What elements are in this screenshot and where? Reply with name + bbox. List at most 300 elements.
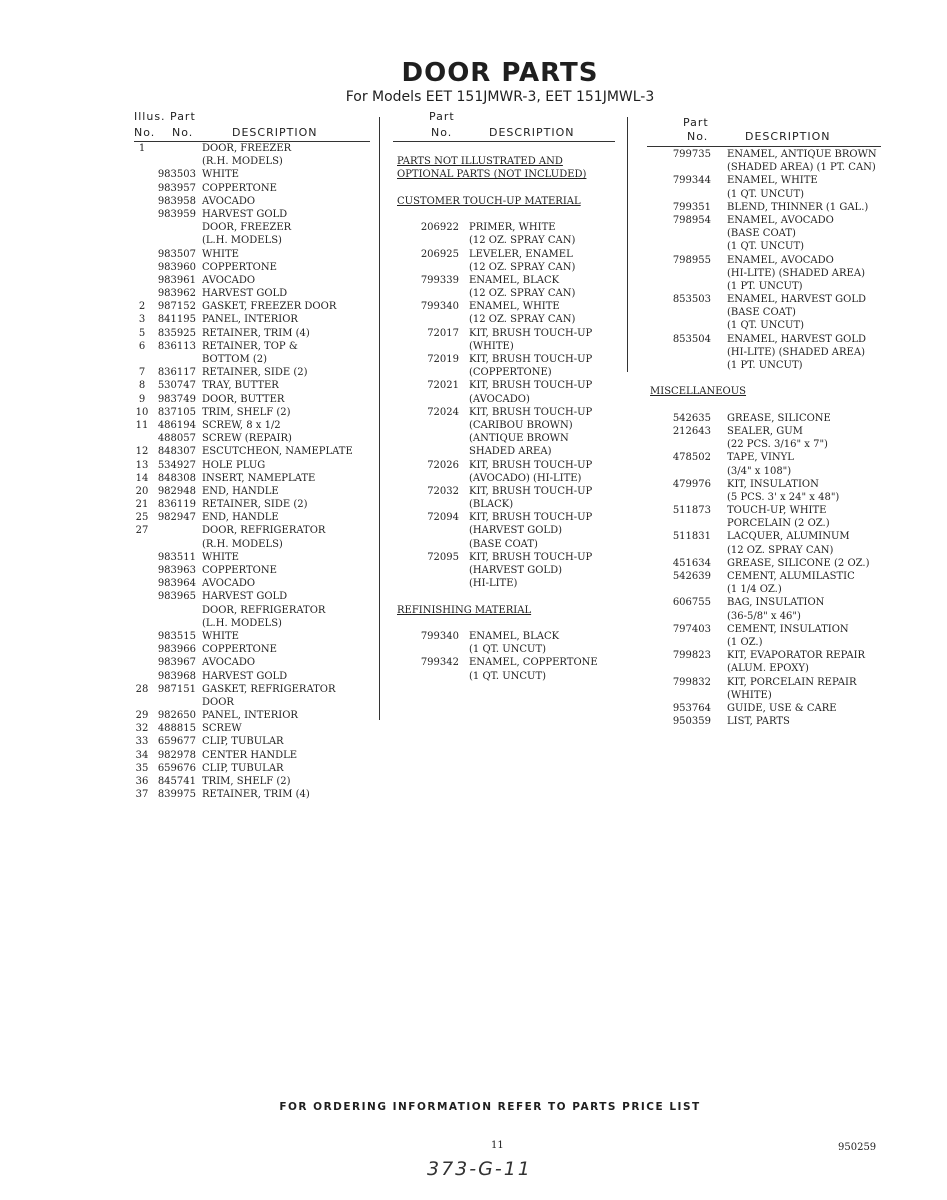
parts-row	[134, 182, 374, 195]
part-number: 542639	[672, 571, 711, 582]
parts-row	[134, 287, 374, 300]
part-number: 511873	[672, 505, 711, 517]
parts-row	[134, 432, 374, 445]
illus-number: 8	[138, 380, 146, 392]
part-description: CEMENT, ALUMILASTIC	[727, 571, 855, 582]
parts-row	[134, 353, 374, 366]
parts-row	[393, 195, 618, 208]
parts-row	[647, 385, 883, 398]
part-description: ENAMEL, ANTIQUE BROWN	[727, 149, 877, 160]
illus-number: 5	[138, 327, 146, 339]
part-description: (COPPERTONE)	[469, 367, 552, 379]
part-number: 836113	[157, 340, 196, 352]
part-number: 987152	[157, 301, 196, 313]
illus-number: 36	[135, 776, 149, 787]
part-description: END, HANDLE	[202, 512, 279, 524]
part-number: 848308	[157, 472, 196, 484]
parts-row	[647, 399, 883, 412]
part-number: 799344	[672, 175, 711, 187]
parts-row	[647, 254, 883, 267]
parts-row	[134, 683, 374, 696]
parts-row	[134, 670, 374, 683]
part-description: (1 1/4 OZ.)	[727, 584, 782, 596]
ordering-note: FOR ORDERING INFORMATION REFER TO PARTS PRICE LIST	[279, 1101, 701, 1113]
parts-row	[134, 788, 374, 801]
parts-row	[647, 491, 883, 504]
part-description: AVOCADO	[202, 657, 256, 669]
part-description: RETAINER, TOP &	[202, 340, 298, 352]
part-number: 72019	[427, 354, 459, 365]
part-number: 488057	[157, 433, 196, 445]
part-no-label: No.	[172, 126, 194, 139]
part-description: (36-5/8" x 46")	[727, 610, 801, 622]
parts-row	[393, 511, 618, 524]
illus-number: 37	[135, 789, 149, 801]
parts-row	[647, 293, 883, 306]
part-description: SCREW (REPAIR)	[202, 433, 292, 445]
part-number: 479976	[672, 478, 711, 490]
part-description: DOOR	[202, 696, 234, 708]
illus-number: 9	[138, 393, 146, 405]
parts-row	[134, 155, 374, 168]
part-number: 839975	[157, 789, 196, 801]
part-description: (CARIBOU BROWN)	[469, 419, 573, 431]
part-number: 853504	[672, 333, 711, 345]
part-description: (WHITE)	[727, 689, 772, 701]
part-description: GREASE, SILICONE	[727, 412, 831, 424]
parts-row	[393, 182, 618, 195]
parts-row	[134, 524, 374, 537]
part-description: ESCUTCHEON, NAMEPLATE	[202, 446, 353, 458]
illus-number: 28	[135, 683, 149, 695]
column-2-header	[393, 110, 618, 142]
parts-row	[393, 313, 618, 326]
part-number: 606755	[672, 597, 711, 609]
part-number: 983515	[157, 630, 196, 642]
part-number: 983964	[157, 578, 196, 590]
parts-row	[393, 670, 618, 683]
parts-row	[647, 438, 883, 451]
part-description: (R.H. MODELS)	[202, 156, 283, 168]
part-description: ENAMEL, BLACK	[469, 274, 560, 286]
part-description: KIT, BRUSH TOUCH-UP	[469, 406, 593, 418]
description-label: DESCRIPTION	[489, 126, 575, 139]
part-description: KIT, EVAPORATOR REPAIR	[727, 650, 866, 662]
parts-row	[647, 425, 883, 438]
part-number: 853503	[672, 294, 711, 306]
part-number: 798955	[672, 254, 711, 266]
part-description: HOLE PLUG	[202, 459, 266, 471]
parts-row	[134, 313, 374, 326]
part-description: DOOR, REFRIGERATOR	[202, 525, 326, 537]
part-description: (L.H. MODELS)	[202, 617, 282, 629]
part-description: ENAMEL, BLACK	[469, 630, 560, 642]
part-number: 488815	[157, 723, 196, 735]
header-rule	[647, 146, 881, 147]
parts-row	[393, 472, 618, 485]
parts-row	[393, 379, 618, 392]
illus-number: 21	[135, 499, 149, 511]
part-number: 983957	[157, 182, 196, 194]
part-number: 983960	[157, 261, 196, 273]
part-number: 983507	[157, 248, 196, 260]
parts-row	[134, 590, 374, 603]
part-no-label: No.	[687, 130, 709, 143]
part-description: COPPERTONE	[202, 182, 277, 194]
part-description: (WHITE)	[469, 340, 514, 352]
part-number: 983959	[157, 208, 196, 220]
part-number: 983968	[157, 670, 196, 682]
part-description: DOOR, FREEZER	[202, 143, 292, 154]
document-code: 950259	[838, 1142, 877, 1153]
parts-row	[134, 564, 374, 577]
parts-row	[647, 359, 883, 372]
parts-row	[134, 393, 374, 406]
parts-column-1	[134, 110, 374, 801]
illus-number: 25	[135, 512, 149, 524]
parts-column-3	[647, 110, 883, 728]
part-description: (HI-LITE) (SHADED AREA)	[727, 346, 865, 358]
parts-row	[134, 168, 374, 181]
part-number: 982978	[157, 749, 196, 761]
part-description: (BLACK)	[469, 499, 514, 511]
part-number: 799351	[672, 201, 711, 213]
part-description: HARVEST GOLD	[202, 591, 288, 603]
parts-row	[134, 300, 374, 313]
parts-row	[393, 406, 618, 419]
part-description: SHADED AREA)	[469, 446, 552, 458]
parts-row	[393, 274, 618, 287]
part-number: 983963	[157, 565, 196, 576]
parts-row	[393, 617, 618, 630]
part-description: (12 OZ. SPRAY CAN)	[469, 314, 576, 326]
part-description: WHITE	[202, 248, 239, 260]
parts-row	[134, 630, 374, 643]
illus-number: 10	[135, 406, 149, 418]
parts-row	[647, 161, 883, 174]
part-number: 72032	[427, 485, 459, 497]
illus-number: 1	[138, 143, 146, 154]
part-description: PANEL, INTERIOR	[202, 710, 298, 722]
parts-row	[134, 472, 374, 485]
column-3-rows	[647, 148, 883, 728]
part-number: 983503	[157, 169, 196, 181]
part-description: BAG, INSULATION	[727, 597, 825, 609]
parts-row	[393, 208, 618, 221]
part-description: BOTTOM (2)	[202, 354, 268, 365]
parts-row	[134, 749, 374, 762]
part-description: HARVEST GOLD	[202, 208, 288, 220]
part-description: PANEL, INTERIOR	[202, 314, 298, 326]
part-description: (L.H. MODELS)	[202, 235, 282, 247]
part-description: BLEND, THINNER (1 GAL.)	[727, 201, 869, 213]
parts-row	[134, 775, 374, 788]
parts-row	[393, 630, 618, 643]
part-number: 836117	[157, 367, 196, 379]
part-description: LEVELER, ENAMEL	[469, 248, 573, 260]
parts-row	[393, 551, 618, 564]
part-description: KIT, BRUSH TOUCH-UP	[469, 327, 593, 339]
part-description: DOOR, FREEZER	[202, 222, 292, 234]
part-number: 983966	[157, 644, 196, 656]
part-number: 486194	[157, 419, 196, 431]
part-description: (12 OZ. SPRAY CAN)	[469, 261, 576, 273]
part-number: 530747	[157, 380, 196, 392]
illus-number: 2	[138, 301, 146, 313]
part-description: (1 OZ.)	[727, 636, 763, 648]
part-number: 982948	[157, 485, 196, 497]
parts-row	[134, 459, 374, 472]
part-number: 799340	[420, 301, 459, 313]
parts-row	[393, 234, 618, 247]
parts-row	[647, 676, 883, 689]
parts-row	[393, 261, 618, 274]
parts-row	[134, 221, 374, 234]
part-description: (22 PCS. 3/16" x 7")	[727, 439, 828, 451]
part-description: GREASE, SILICONE (2 OZ.)	[727, 557, 870, 569]
part-number: 983511	[157, 551, 196, 563]
part-description: (HARVEST GOLD)	[469, 565, 562, 576]
parts-row	[393, 353, 618, 366]
parts-row	[393, 327, 618, 340]
parts-row	[134, 379, 374, 392]
parts-row	[134, 551, 374, 564]
parts-row	[647, 267, 883, 280]
parts-row	[647, 649, 883, 662]
parts-row	[393, 459, 618, 472]
parts-row	[647, 214, 883, 227]
part-description: (1 QT. UNCUT)	[469, 644, 547, 656]
parts-row	[393, 590, 618, 603]
section-heading: PARTS NOT ILLUSTRATED AND	[397, 156, 563, 168]
parts-row	[393, 287, 618, 300]
part-description: HARVEST GOLD	[202, 288, 288, 300]
parts-row	[393, 604, 618, 617]
parts-row	[393, 538, 618, 551]
part-number: 845741	[157, 776, 196, 787]
part-description: CLIP, TUBULAR	[202, 762, 284, 774]
parts-row	[134, 735, 374, 748]
part-description: ENAMEL, HARVEST GOLD	[727, 333, 866, 345]
parts-row	[134, 656, 374, 669]
parts-row	[647, 504, 883, 517]
parts-row	[393, 643, 618, 656]
description-label: DESCRIPTION	[745, 130, 831, 143]
part-description: KIT, BRUSH TOUCH-UP	[469, 551, 593, 563]
part-description: (HI-LITE) (SHADED AREA)	[727, 267, 865, 279]
part-number: 799832	[672, 676, 711, 688]
part-number: 478502	[672, 452, 711, 464]
part-description: RETAINER, TRIM (4)	[202, 789, 310, 801]
column-3-header	[647, 110, 883, 142]
illus-number: 35	[135, 762, 149, 774]
parts-row	[647, 465, 883, 478]
parts-row	[647, 227, 883, 240]
parts-row	[647, 715, 883, 728]
part-description: KIT, BRUSH TOUCH-UP	[469, 380, 593, 392]
illus-number: 32	[135, 723, 149, 735]
parts-row	[134, 538, 374, 551]
part-description: END, HANDLE	[202, 485, 279, 497]
page-title: DOOR PARTS	[401, 58, 599, 88]
part-number: 799342	[420, 657, 459, 669]
parts-row	[647, 702, 883, 715]
part-number: 983967	[157, 657, 196, 669]
parts-row	[393, 498, 618, 511]
parts-row	[647, 372, 883, 385]
part-description: COPPERTONE	[202, 261, 277, 273]
part-number: 72021	[427, 380, 459, 392]
part-description: DOOR, BUTTER	[202, 393, 285, 405]
parts-row	[647, 333, 883, 346]
column-1-rows	[134, 142, 374, 801]
parts-row	[134, 419, 374, 432]
parts-row	[134, 445, 374, 458]
parts-row	[647, 636, 883, 649]
parts-row	[134, 577, 374, 590]
part-number: 212643	[672, 425, 711, 437]
parts-row	[134, 406, 374, 419]
parts-row	[647, 596, 883, 609]
parts-row	[134, 709, 374, 722]
parts-row	[134, 327, 374, 340]
part-description: SCREW, 8 x 1/2	[202, 419, 281, 431]
parts-row	[134, 722, 374, 735]
parts-row	[393, 577, 618, 590]
part-description: (3/4" x 108")	[727, 465, 792, 477]
part-description: RETAINER, SIDE (2)	[202, 499, 308, 511]
parts-row	[647, 412, 883, 425]
description-label: DESCRIPTION	[232, 126, 318, 139]
illus-number: 34	[135, 749, 149, 761]
part-label: Part	[683, 116, 709, 129]
parts-row	[393, 445, 618, 458]
page-subtitle: For Models EET 151JMWR-3, EET 151JMWL-3	[345, 89, 655, 105]
parts-row	[393, 340, 618, 353]
part-description: AVOCADO	[202, 274, 256, 286]
parts-row	[647, 346, 883, 359]
handwritten-note: 373-G-11	[427, 1158, 532, 1180]
parts-row	[647, 306, 883, 319]
part-number: 983749	[157, 393, 196, 405]
part-label: Part	[429, 110, 455, 123]
part-number: 950359	[672, 716, 711, 728]
part-description: AVOCADO	[202, 195, 256, 207]
part-number: 983962	[157, 288, 196, 300]
section-heading: REFINISHING MATERIAL	[397, 604, 532, 616]
part-description: KIT, INSULATION	[727, 478, 819, 490]
parts-row	[134, 340, 374, 353]
part-description: PRIMER, WHITE	[469, 222, 556, 234]
part-description: CEMENT, INSULATION	[727, 623, 849, 635]
parts-row	[647, 240, 883, 253]
part-number: 798954	[672, 214, 711, 226]
parts-row	[647, 174, 883, 187]
part-number: 797403	[672, 623, 711, 635]
parts-row	[647, 689, 883, 702]
part-description: (BASE COAT)	[727, 307, 796, 319]
part-number: 451634	[672, 557, 711, 569]
part-number: 987151	[157, 683, 196, 695]
illus-number: 14	[135, 472, 149, 484]
part-description: WHITE	[202, 551, 239, 563]
parts-row	[647, 570, 883, 583]
illus-number: 12	[135, 446, 149, 458]
part-description: KIT, PORCELAIN REPAIR	[727, 676, 857, 688]
column-2-rows	[393, 142, 618, 683]
illus-number: 11	[135, 419, 149, 431]
parts-row	[134, 485, 374, 498]
part-description: (1 PT. UNCUT)	[727, 360, 803, 371]
parts-row	[134, 643, 374, 656]
illus-number: 27	[135, 525, 149, 537]
illus-number: 7	[138, 367, 146, 379]
part-description: SCREW	[202, 723, 242, 735]
part-description: ENAMEL, WHITE	[727, 175, 818, 187]
parts-column-2	[393, 110, 618, 683]
part-description: INSERT, NAMEPLATE	[202, 472, 316, 484]
part-description: (5 PCS. 3' x 24" x 48")	[727, 491, 840, 503]
parts-row	[647, 280, 883, 293]
parts-row	[647, 201, 883, 214]
illus-number: 20	[135, 485, 149, 497]
parts-row	[647, 583, 883, 596]
part-number: 72095	[427, 551, 459, 563]
part-description: (1 QT. UNCUT)	[727, 188, 805, 200]
part-description: DOOR, REFRIGERATOR	[202, 604, 326, 616]
part-number: 511831	[672, 531, 711, 543]
part-description: (1 QT. UNCUT)	[469, 670, 547, 682]
part-description: KIT, BRUSH TOUCH-UP	[469, 354, 593, 365]
parts-row	[393, 248, 618, 261]
part-description: (1 PT. UNCUT)	[727, 280, 803, 292]
illus-no-label: No.	[134, 126, 156, 139]
part-number: 72017	[427, 327, 459, 339]
parts-row	[134, 696, 374, 709]
part-number: 953764	[672, 702, 711, 714]
part-description: (HARVEST GOLD)	[469, 525, 562, 537]
parts-row	[134, 142, 374, 155]
part-number: 982650	[157, 710, 196, 722]
part-number: 982947	[157, 512, 196, 524]
parts-row	[134, 248, 374, 261]
part-description: (12 OZ. SPRAY CAN)	[727, 544, 834, 556]
part-number: 206925	[420, 248, 459, 260]
part-description: RETAINER, TRIM (4)	[202, 327, 310, 339]
part-no-label: No.	[431, 126, 453, 139]
part-description: (AVOCADO)	[469, 393, 530, 405]
part-number: 835925	[157, 327, 196, 339]
parts-row	[393, 432, 618, 445]
part-number: 72024	[427, 406, 459, 418]
part-description: COPPERTONE	[202, 644, 277, 656]
part-description: KIT, BRUSH TOUCH-UP	[469, 485, 593, 497]
part-number: 799823	[672, 650, 711, 662]
parts-row	[647, 148, 883, 161]
part-description: COPPERTONE	[202, 565, 277, 576]
part-description: ENAMEL, COPPERTONE	[469, 657, 598, 669]
page-number: 11	[491, 1140, 504, 1151]
part-description: AVOCADO	[202, 578, 256, 590]
parts-row	[647, 319, 883, 332]
part-number: 799340	[420, 630, 459, 642]
part-description: (1 QT. UNCUT)	[727, 241, 805, 253]
part-description: CLIP, TUBULAR	[202, 736, 284, 748]
column-divider-1	[379, 117, 380, 720]
illus-number: 3	[138, 314, 146, 326]
parts-row	[134, 274, 374, 287]
parts-row	[647, 557, 883, 570]
